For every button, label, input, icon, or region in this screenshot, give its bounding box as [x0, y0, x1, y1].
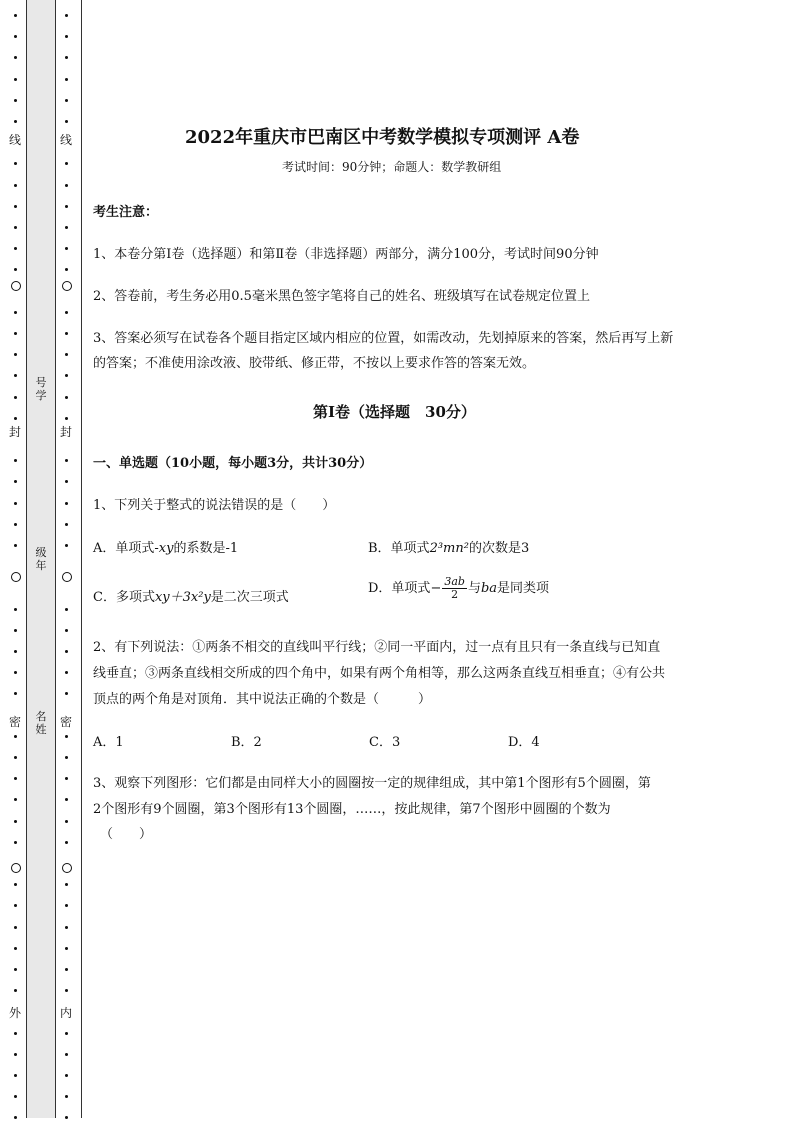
outer-margin-circle [11, 572, 21, 582]
inner-margin-dot [65, 841, 68, 844]
inner-margin-dot [65, 692, 68, 695]
q2-line-1: 2、有下列说法：①两条不相交的直线叫平行线；②同一平面内，过一点有且只有一条直线与已知直 [93, 640, 661, 655]
inner-margin-label-3: 密 [59, 715, 72, 729]
outer-margin-circle [11, 863, 21, 873]
outer-margin-dot [14, 735, 17, 738]
inner-margin-dot [65, 56, 68, 59]
inner-margin-circle [62, 572, 72, 582]
inner-margin-dot [65, 353, 68, 356]
outer-margin-circle [11, 281, 21, 291]
outer-margin-dot [14, 502, 17, 505]
q1-a-expr: -xy [154, 541, 174, 556]
notice-heading: 考生注意： [93, 205, 159, 220]
inner-margin-label-4: 内 [59, 1006, 72, 1020]
outer-margin-dot [14, 226, 17, 229]
inner-margin-dot [65, 735, 68, 738]
outer-margin-dot [14, 904, 17, 907]
exam-meta: 考试时间：90分钟；命题人：数学教研组 [282, 160, 502, 174]
outer-margin-dot [14, 56, 17, 59]
outer-binding-margin [4, 0, 26, 1123]
outer-margin-dot [14, 459, 17, 462]
q2-option-c: C．3 [369, 735, 401, 750]
inner-margin-dot [65, 396, 68, 399]
outer-margin-dot [14, 523, 17, 526]
inner-margin-dot [65, 14, 68, 17]
q3-line-3: （ ） [100, 827, 153, 842]
inner-margin-dot [65, 777, 68, 780]
inner-margin-dot [65, 311, 68, 314]
outer-margin-dot [14, 926, 17, 929]
outer-margin-dot [14, 820, 17, 823]
outer-margin-label-2: 封 [8, 425, 21, 439]
outer-margin-dot [14, 650, 17, 653]
outer-margin-dot [14, 396, 17, 399]
inner-margin-dot [65, 1095, 68, 1098]
q2-option-b: B．2 [231, 735, 262, 750]
outer-margin-dot [14, 1032, 17, 1035]
inner-margin-circle [62, 281, 72, 291]
notice-item-3-cont: 的答案；不准使用涂改液、胶带纸、修正带，不按以上要求作答的答案无效。 [93, 356, 536, 371]
outer-margin-dot [14, 78, 17, 81]
inner-margin-dot [65, 671, 68, 674]
outer-margin-label-1: 线 [8, 133, 21, 147]
inner-margin-dot [65, 78, 68, 81]
inner-margin-dot [65, 120, 68, 123]
inner-margin-dot [65, 989, 68, 992]
inner-margin-dot [65, 1053, 68, 1056]
inner-margin-dot [65, 480, 68, 483]
q1-option-b: B．单项式2³mn²的次数是3 [368, 541, 530, 556]
page-title: 2022年重庆市巴南区中考数学模拟专项测评 A卷 [185, 127, 580, 148]
q1-d-fraction: $\frac{3ab}{2}$ [444, 575, 465, 601]
outer-margin-dot [14, 989, 17, 992]
inner-margin-dot [65, 502, 68, 505]
inner-margin-dot [65, 162, 68, 165]
inner-margin-dot [65, 756, 68, 759]
outer-margin-dot [14, 798, 17, 801]
inner-margin-dot [65, 544, 68, 547]
inner-margin-dot [65, 35, 68, 38]
outer-margin-dot [14, 14, 17, 17]
outer-margin-dot [14, 480, 17, 483]
student-id-label: 号学 [35, 376, 47, 402]
notice-item-1: 1、本卷分第I卷（选择题）和第Ⅱ卷（非选择题）两部分，满分100分，考试时间90分钟 [93, 247, 599, 262]
outer-margin-dot [14, 311, 17, 314]
inner-margin-dot [65, 99, 68, 102]
inner-binding-margin [55, 0, 82, 1118]
inner-margin-dot [65, 1074, 68, 1077]
outer-margin-dot [14, 184, 17, 187]
inner-margin-label-2: 封 [59, 425, 72, 439]
outer-margin-dot [14, 120, 17, 123]
q1-b-expr: 2³mn² [429, 541, 469, 556]
q1-option-c: C．多项式xy＋3x²y是二次三项式 [93, 590, 289, 605]
q2-line-2: 线垂直；③两条直线相交所成的四个角中，如果有两个角相等，那么这两条直线互相垂直；④有公共 [93, 666, 666, 681]
inner-margin-dot [65, 926, 68, 929]
outer-margin-dot [14, 947, 17, 950]
notice-item-2: 2、答卷前，考生务必用0.5毫米黑色签字笔将自己的姓名、班级填写在试卷规定位置上 [93, 289, 590, 304]
outer-margin-label-3: 密 [8, 715, 21, 729]
outer-margin-dot [14, 692, 17, 695]
outer-margin-dot [14, 1116, 17, 1119]
inner-margin-dot [65, 247, 68, 250]
outer-margin-dot [14, 671, 17, 674]
inner-margin-dot [65, 968, 68, 971]
inner-margin-dot [65, 883, 68, 886]
inner-margin-dot [65, 608, 68, 611]
outer-margin-dot [14, 247, 17, 250]
inner-margin-label-1: 线 [59, 133, 72, 147]
outer-margin-dot [14, 417, 17, 420]
outer-margin-dot [14, 1095, 17, 1098]
class-label: 级年 [35, 546, 47, 572]
inner-margin-circle [62, 863, 72, 873]
q1-c-expr: xy＋3x²y [154, 590, 211, 605]
outer-margin-dot [14, 968, 17, 971]
inner-margin-dot [65, 523, 68, 526]
outer-margin-dot [14, 374, 17, 377]
outer-margin-label-4: 外 [8, 1006, 21, 1020]
outer-margin-dot [14, 629, 17, 632]
q2-option-a: A．1 [93, 735, 124, 750]
outer-margin-dot [14, 99, 17, 102]
outer-margin-dot [14, 544, 17, 547]
q1-option-d: D．单项式− $\frac{3ab}{2}$ 与ba是同类项 [368, 575, 550, 601]
inner-margin-dot [65, 205, 68, 208]
outer-margin-dot [14, 162, 17, 165]
outer-margin-dot [14, 205, 17, 208]
inner-margin-dot [65, 798, 68, 801]
inner-margin-dot [65, 650, 68, 653]
outer-margin-dot [14, 1074, 17, 1077]
section-title: 第I卷（选择题 30分） [313, 403, 476, 421]
q1-d-expr: ba [480, 581, 498, 596]
outer-margin-dot [14, 841, 17, 844]
q1-option-a: A．单项式-xy的系数是-1 [93, 541, 239, 556]
outer-margin-dot [14, 332, 17, 335]
outer-margin-dot [14, 777, 17, 780]
inner-margin-dot [65, 268, 68, 271]
inner-margin-dot [65, 374, 68, 377]
inner-margin-dot [65, 947, 68, 950]
outer-margin-dot [14, 1053, 17, 1056]
outer-margin-dot [14, 268, 17, 271]
inner-margin-dot [65, 820, 68, 823]
inner-margin-dot [65, 629, 68, 632]
outer-margin-dot [14, 608, 17, 611]
inner-margin-dot [65, 1116, 68, 1119]
outer-margin-dot [14, 883, 17, 886]
notice-item-3: 3、答案必须写在试卷各个题目指定区域内相应的位置，如需改动，先划掉原来的答案，然后再写上新 [93, 331, 674, 346]
q2-line-3: 顶点的两个角是对顶角．其中说法正确的个数是（ ） [93, 692, 432, 707]
name-label: 名姓 [35, 710, 47, 736]
inner-margin-dot [65, 1032, 68, 1035]
outer-margin-dot [14, 756, 17, 759]
part-heading: 一、单选题（10小题，每小题3分，共计30分） [93, 456, 373, 471]
inner-margin-dot [65, 184, 68, 187]
inner-margin-dot [65, 417, 68, 420]
q1-stem: 1、下列关于整式的说法错误的是（ ） [93, 498, 336, 513]
inner-margin-dot [65, 226, 68, 229]
inner-margin-dot [65, 904, 68, 907]
outer-margin-dot [14, 353, 17, 356]
q3-line-2: 2个图形有9个圆圈，第3个图形有13个圆圈，……，按此规律，第7个图形中圆圈的个数为 [93, 802, 611, 817]
inner-margin-dot [65, 459, 68, 462]
outer-margin-dot [14, 35, 17, 38]
q2-option-d: D．4 [508, 735, 540, 750]
q3-line-1: 3、观察下列图形：它们都是由同样大小的圆圈按一定的规律组成，其中第1个图形有5个圆圈，第 [93, 776, 651, 791]
inner-margin-dot [65, 332, 68, 335]
